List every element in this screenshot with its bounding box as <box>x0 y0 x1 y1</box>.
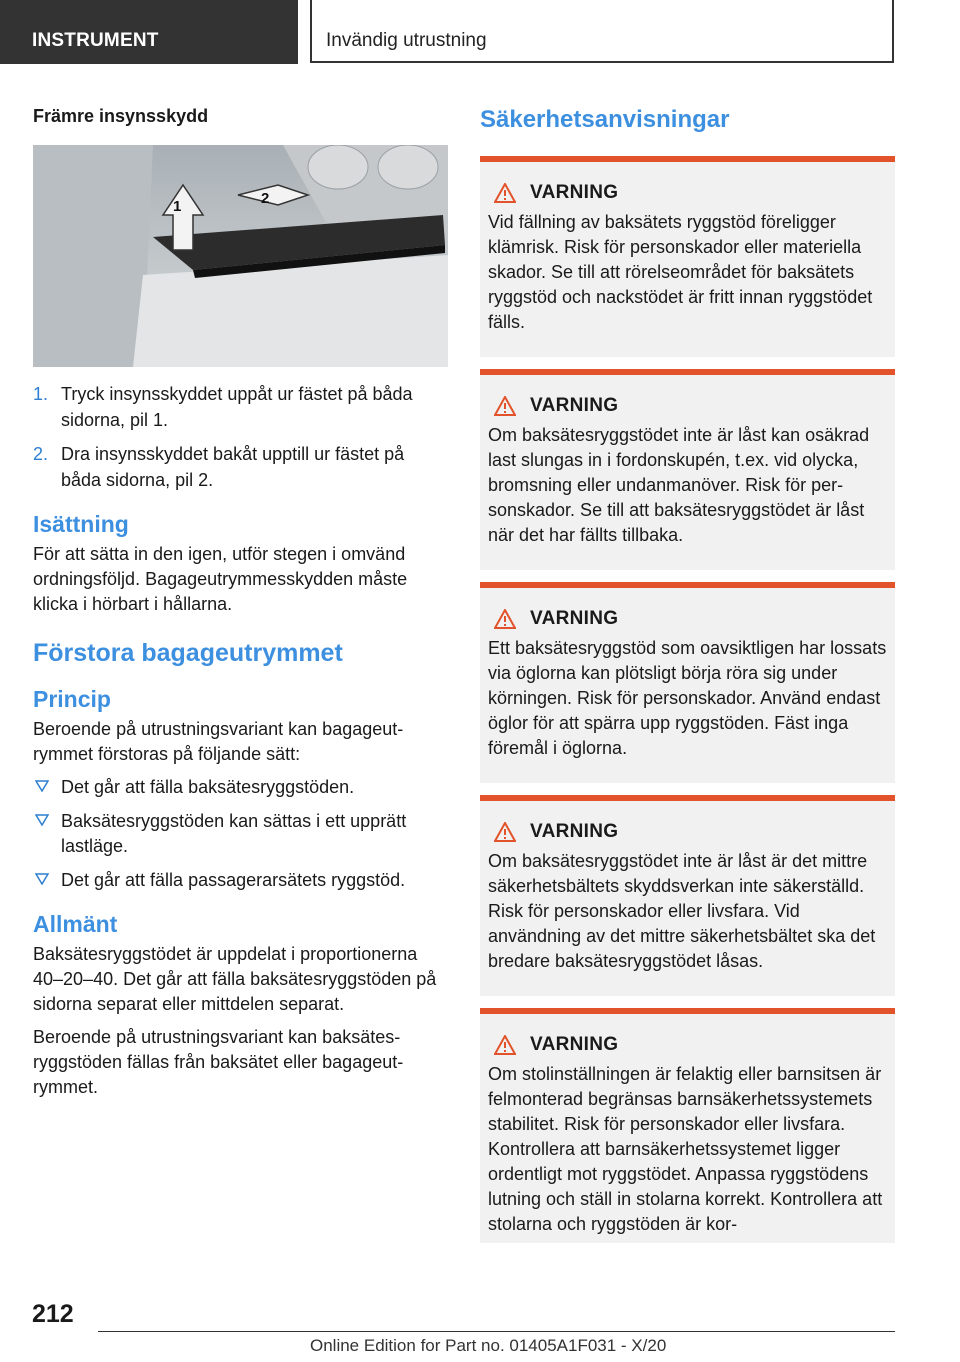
triangle-bullet-icon <box>35 780 49 792</box>
bullet-text: Baksätesryggstöden kan sättas i ett upprätt lastläge. <box>61 811 407 856</box>
header-section-tab <box>0 0 298 64</box>
header-chapter-title: Invändig utrustning <box>326 30 487 51</box>
right-column <box>480 100 895 1255</box>
text-allmant-2: Beroende på utrustningsvariant kan baksätesryggstöden fällas från baksätet eller bagageutrymmet. <box>33 1027 404 1097</box>
bullet-text: Det går att fälla passagerarsätets ryggstöd. <box>61 870 406 890</box>
warning-box <box>480 795 895 996</box>
warning-title: VARNING <box>530 821 619 842</box>
warning-triangle-icon <box>494 396 516 416</box>
step-number: 1. <box>33 384 49 404</box>
cargo-cover-illustration <box>33 145 448 367</box>
warning-text: Vid fällning av baksätets ryggstöd föreligger klämrisk. Risk för personskador eller materiella skador. Se till att rörelseområdet för baksätets ryggstöd och nackstödet är fritt innan ryggstödet fälls. <box>488 212 873 332</box>
warning-triangle-icon <box>494 1035 516 1055</box>
warning-title: VARNING <box>530 1034 619 1055</box>
heading-safety: Säkerhetsanvisningar <box>480 106 730 133</box>
warning-title: VARNING <box>530 395 619 416</box>
heading-forstora: Förstora bagageutrymmet <box>33 639 343 667</box>
warning-text: Om baksätesryggstödet inte är låst kan osäkrad last slungas in i fordonskupén, t.ex. vid olycka, bromsning eller undanmanöver. Risk för personskador. Se till att baksätesryggstödet är låst när det har fällts tillbaka. <box>488 425 870 545</box>
text-allmant-1: Baksätesryggstödet är uppdelat i proportionerna 40–20–40. Det går att fälla baksätesryggstöden på sidorna separat eller mittdelen separat. <box>33 944 437 1014</box>
warning-triangle-icon <box>494 183 516 203</box>
warning-text: Om baksätesryggstödet inte är låst är det mittre säkerhetsbältets skyddsverkan inte säkerställd. Risk för personskador eller livsfara. Vid användning av det mittre säkerhetsbältet ska det bredare baksätesryggstödet låsas. <box>488 851 876 971</box>
triangle-bullet-icon <box>35 873 49 885</box>
warning-text: Om stolinställningen är felaktig eller barnsitsen är felmonterad begränsas barnsäkerhetssystemets stabilitet. Risk för personskador eller livsfara. Kontrollera att barnsäkerhetssystemet ligger ordentligt mot ryggstödet. Anpassa ryggstödens lutning och ställ in stolarna korrekt. Kontrollera att stolarna och ryggstöden är kor- <box>488 1064 883 1234</box>
bullet-item <box>33 868 448 893</box>
text-isattning: För att sätta in den igen, utför stegen i omvänd ordningsföljd. Bagageutrymmesskydden måste klicka i hörbart i hållarna. <box>33 544 408 614</box>
triangle-bullet-icon <box>35 814 49 826</box>
step-number: 2. <box>33 444 49 464</box>
footer-divider <box>98 1331 895 1332</box>
header-chapter-box <box>310 0 894 63</box>
heading-princip: Princip <box>33 686 111 712</box>
subtitle-front-cover: Främre insynsskydd <box>33 106 209 126</box>
step-item <box>33 441 448 493</box>
bullet-item <box>33 775 448 800</box>
warning-text: Ett baksätesryggstöd som oavsiktligen har lossats via öglorna kan plötsligt börja röra sig under körningen. Risk för personskador. Använd endast öglor för att spärra upp ryggstöden. Fäst inga föremål i öglorna. <box>488 638 887 758</box>
step-list <box>33 381 448 493</box>
footer-edition: Online Edition for Part no. 01405A1F031 - X/20 <box>310 1336 667 1355</box>
bullet-item <box>33 809 448 859</box>
header-section-title: INSTRUMENT <box>32 30 159 51</box>
warning-triangle-icon <box>494 609 516 629</box>
cargo-cover-photo <box>33 145 448 367</box>
warning-title: VARNING <box>530 608 619 629</box>
warning-title: VARNING <box>530 182 619 203</box>
warning-box <box>480 582 895 783</box>
warning-box <box>480 1008 895 1243</box>
bullet-text: Det går att fälla baksätesryggstöden. <box>61 777 355 797</box>
page-number: 212 <box>32 1300 74 1328</box>
step-item <box>33 381 448 433</box>
warning-box <box>480 369 895 570</box>
text-princip: Beroende på utrustningsvariant kan bagageutrymmet förstoras på följande sätt: <box>33 719 404 764</box>
heading-isattning: Isättning <box>33 511 129 537</box>
princip-bullet-list <box>33 775 448 893</box>
arrow-label-1: 1 <box>173 198 182 215</box>
step-text: Dra insynsskyddet bakåt upptill ur fästet på båda sidorna, pil 2. <box>61 444 405 490</box>
left-column <box>33 100 448 1108</box>
step-text: Tryck insynsskyddet uppåt ur fästet på båda sidorna, pil 1. <box>61 384 413 430</box>
warning-triangle-icon <box>494 822 516 842</box>
heading-allmant: Allmänt <box>33 911 118 937</box>
warning-box <box>480 156 895 357</box>
arrow-label-2: 2 <box>261 190 270 207</box>
